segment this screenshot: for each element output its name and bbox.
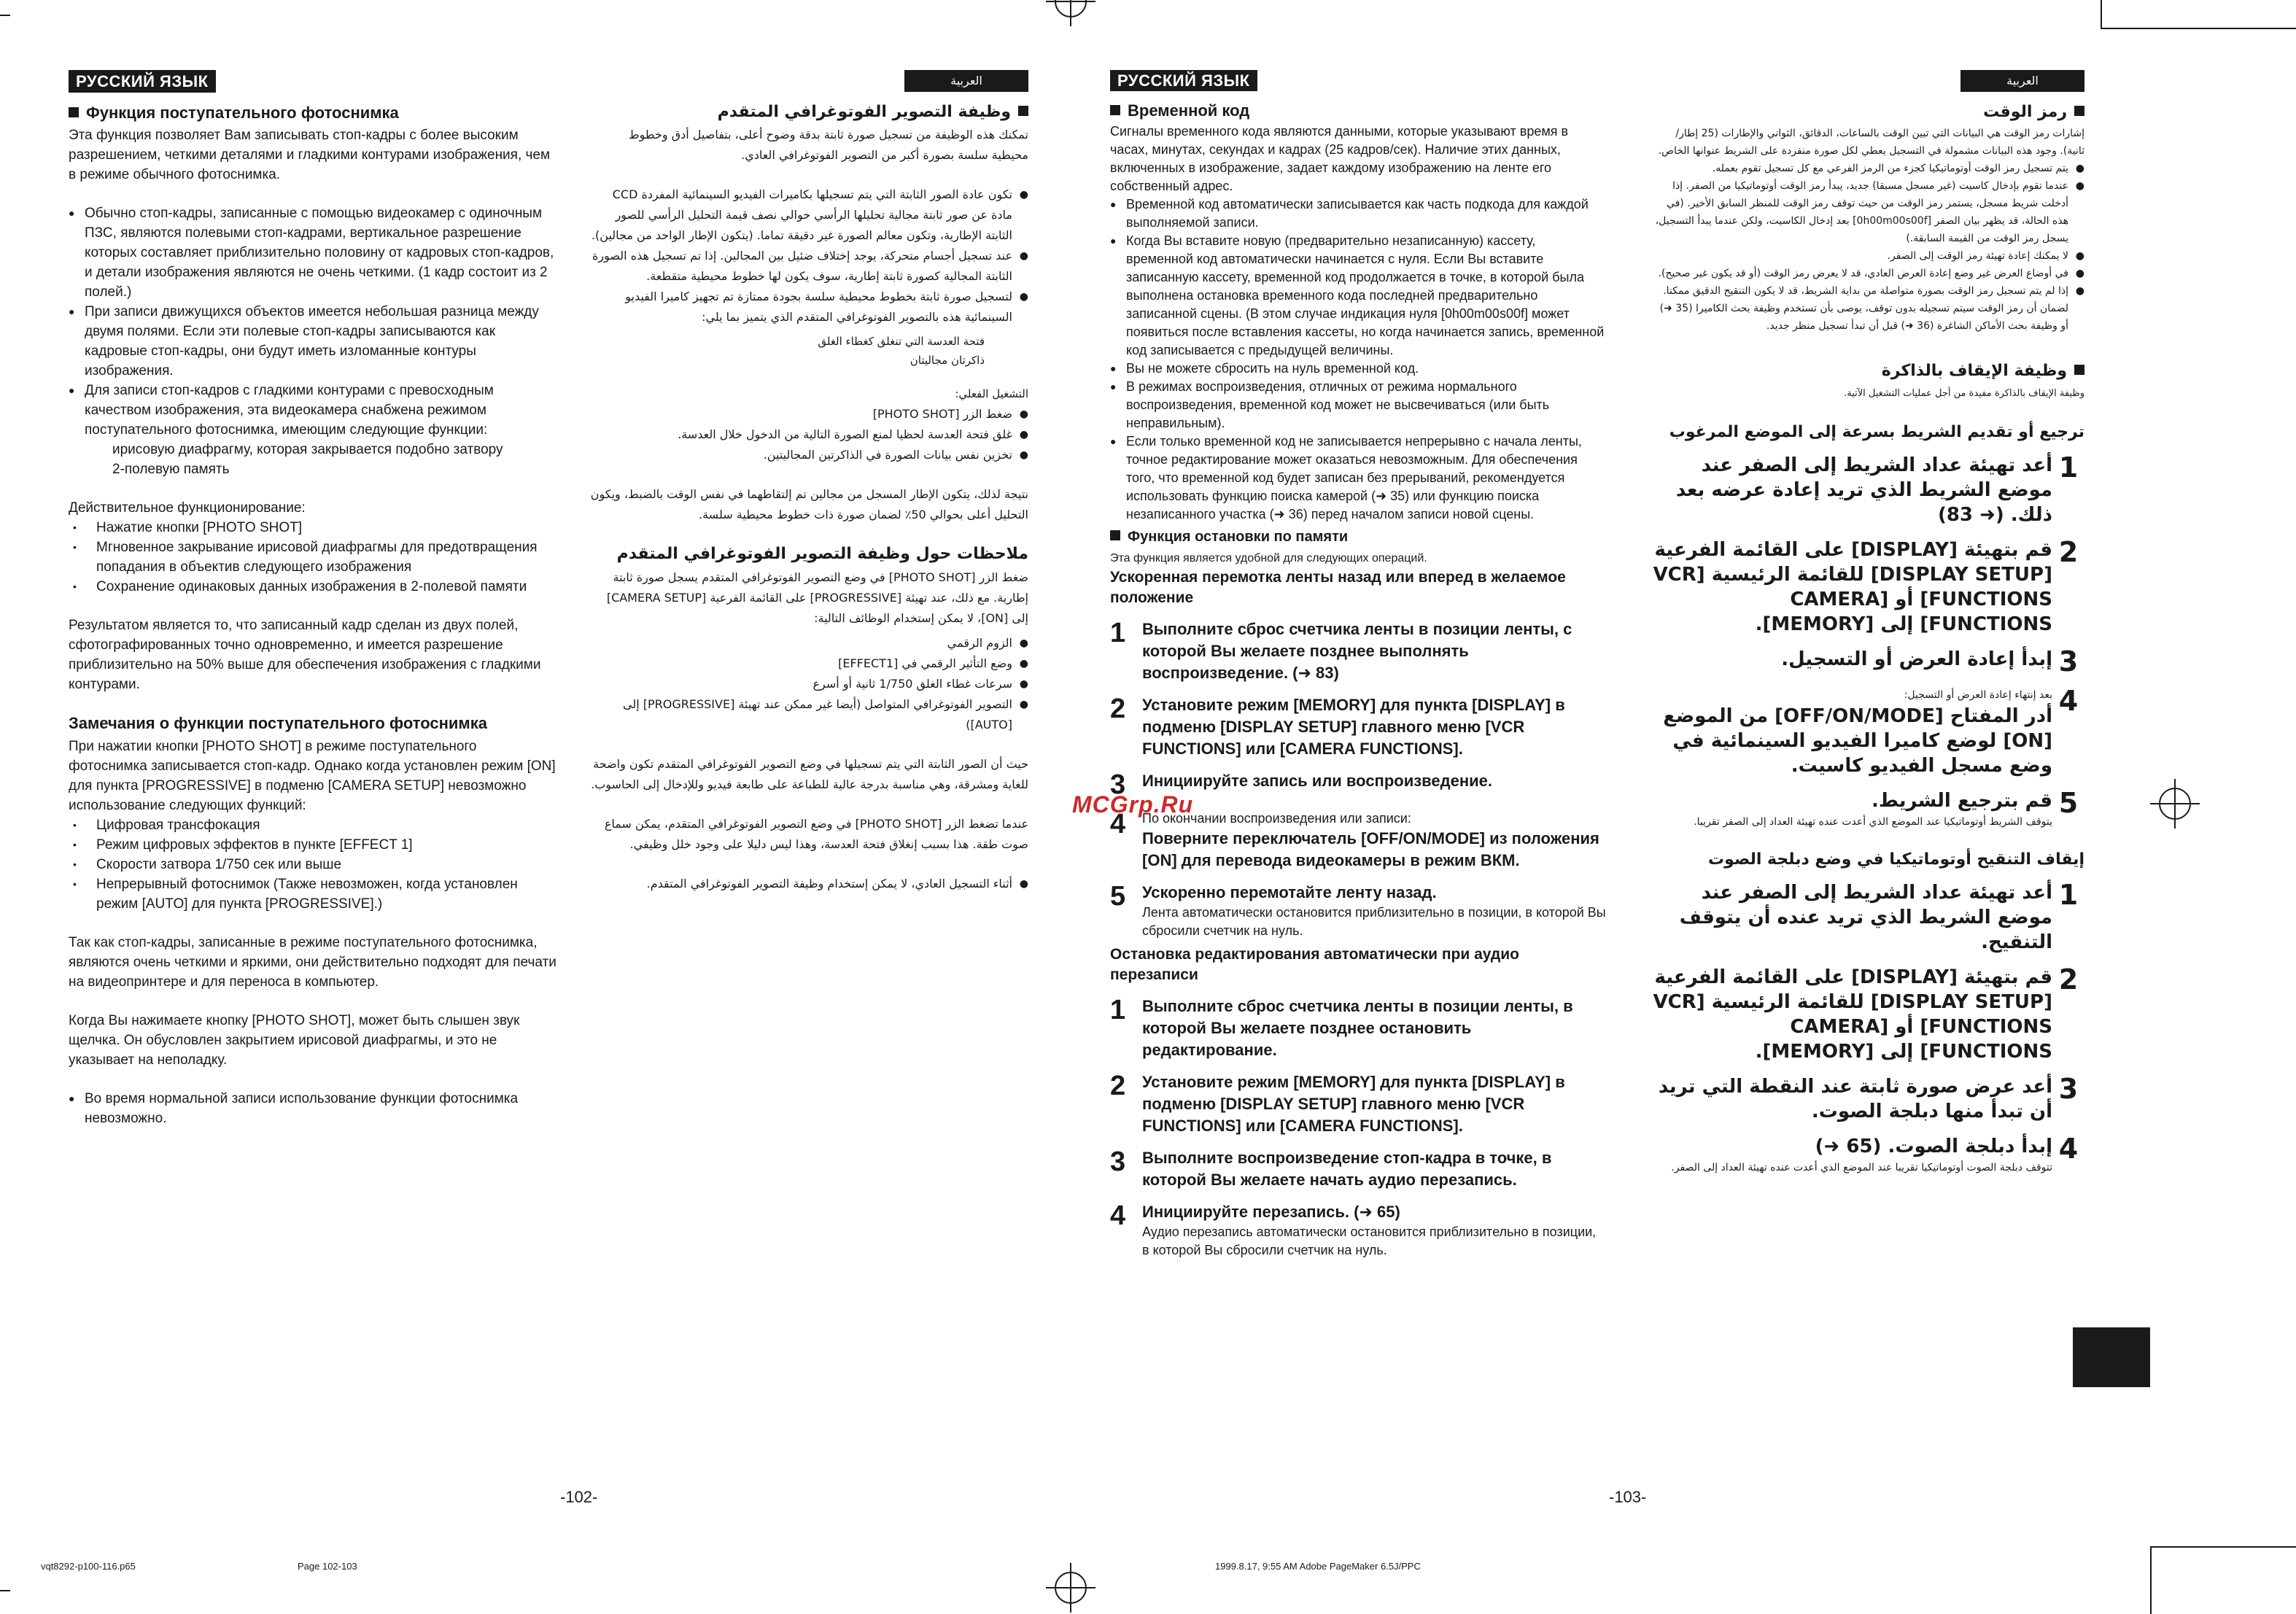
list-item: • Непрерывный фотоснимок (Также невозможен, когда установлен режим [AUTO] для пункта [PROGRESSIVE].) xyxy=(69,874,559,914)
list-item: ● Если только временной код не записывается непрерывно с начала ленты, точное редактирование может оказаться невозможным. Для обеспечения того, что временной код будет записан без прерываний, рекомендуется использовать функцию поиска камерой (➜ 35) или функцию поиска незаписанного участка (➜ 36) перед началом записи новой сцены. xyxy=(1110,432,1606,524)
click-paragraph: عندما تضغط الزر [PHOTO SHOT] في وضع التصوير الفوتوغرافي المتقدم، يمكن سماع صوت طقة. هذا بسبب إنغلاق فتحة العدسة، وهذا ليس دليلا على وجود خلل وظيفي. xyxy=(604,817,1028,851)
memory-title: Функция остановки по памяти xyxy=(1110,528,1606,546)
crop-mark xyxy=(0,1590,10,1591)
square-bullet-icon xyxy=(1018,106,1028,116)
operation-title: التشغيل الفعلي: xyxy=(955,387,1028,400)
intro-paragraph: تمكنك هذه الوظيفة من تسجيل صورة ثابتة بدقة وضوح أعلى، بتفاصيل أدق وخطوط محيطية سلسة بصورة أكبر من التصوير الفوتوغرافي العادي. xyxy=(628,128,1028,162)
dubbing-title: إيقاف التنقيح أوتوماتيكيا في وضع دبلجة الصوت xyxy=(1707,850,2084,869)
language-tag: РУССКИЙ ЯЗЫК xyxy=(1110,70,1257,91)
section-title: Временной код xyxy=(1110,101,1606,120)
list-item: ● تكون عادة الصور الثابتة التي يتم تسجيلها بكاميرات الفيديو السينمائية المفردة CCD مادة عن صور ثابتة مجالية تحليلها الرأسي حوالي نصف قيمة التحليل الرأسي للصور الثابتة الإطارية، وتكون معالم الصورة غير دقيقة تماما. (يتكون الإطار الواحد من مجالين). xyxy=(589,185,1028,246)
step: 3 Выполните воспроизведение стоп-кадра в точке, в которой Вы желаете начать аудио перезапись. xyxy=(1110,1147,1552,1189)
list-item: ● يتم تسجيل رمز الوقت أوتوماتيكيا كجزء من الرمز الفرعي مع كل تسجيل تقوم بعمله. xyxy=(1653,160,2084,177)
left-arabic-column xyxy=(589,70,1028,913)
list-item: ● Для записи стоп-кадров с гладкими контурами с превосходным качеством изображения, эта видеокамера снабжена режимом поступательного фотоснимка, имеющим следующие функции: xyxy=(69,381,559,440)
list-item: ● سرعات غطاء الغلق 1/750 ثانية أو أسرع xyxy=(589,674,1028,694)
step: 1 أعد تهيئة عداد الشريط إلى الصفر عند موضع الشريط الذي تريد عنده أن يتوقف التنقيح. xyxy=(1679,879,2079,953)
bullet-list xyxy=(69,203,559,440)
section-index-tab xyxy=(2073,1327,2150,1387)
list-item: • Сохранение одинаковых данных изображения в 2-полевой памяти xyxy=(69,577,559,597)
crop-mark xyxy=(2150,1546,2152,1614)
operation-list xyxy=(589,404,1028,465)
memory-intro: Эта функция является удобной для следующих операций. xyxy=(1110,552,1427,564)
square-bullet-icon xyxy=(1110,105,1120,115)
list-item: ● إذا لم يتم تسجيل رمز الوقت بصورة متواصلة من بداية الشريط، قد لا يكون التنقيح الدقيق ممكنا. لضمان أن رمز الوقت سيتم تسجيله بدون توقف، يوصى بأن تستخدم وظيفة بحث الكاميرا (35 ➜) أو وظيفة بحث الأماكن الشاغرة (36 ➜) قبل أن تبدأ تسجيل منظر جديد. xyxy=(1653,282,2084,335)
step: 3 أعد عرض صورة ثابتة عند النقطة التي تريد أن تبدأ منها دبلجة الصوت. xyxy=(1658,1073,2079,1122)
result-paragraph: نتيجة لذلك، يتكون الإطار المسجل من مجالين تم إلتقاطهما في نفس الوقت بالضبط، ويكون التحليل أعلى بحوالي 50٪ لضمان صورة ذات خطوط محيطية سلسة. xyxy=(590,487,1028,521)
crop-mark xyxy=(2101,28,2296,29)
page-number-right: -103- xyxy=(1609,1488,1647,1506)
list-item: ● التصوير الفوتوغرافي المتواصل (أيضا غير ممكن عند تهيئة [PROGRESSIVE] إلى [AUTO]) xyxy=(589,694,1028,735)
memory-intro: وظيفة الإيقاف بالذاكرة مفيدة من أجل عمليات التشغيل الآتية. xyxy=(1844,388,2084,399)
list-item: • Скорости затвора 1/750 сек или выше xyxy=(69,855,559,874)
intro-paragraph: Сигналы временного кода являются данными, которые указывают время в часах, минутах, секундах и кадрах (25 кадров/сек). Наличие этих данных, включенных в изображение, задает каждому изображению на ленте его собственный адрес. xyxy=(1110,124,1569,193)
list-item: ● Временной код автоматически записывается как часть подкода для каждой выполняемой записи. xyxy=(1110,195,1606,232)
square-bullet-icon xyxy=(69,107,79,117)
disabled-functions-list xyxy=(589,633,1028,735)
list-item: ● وضع التأثير الرقمي في [EFFECT1] xyxy=(589,653,1028,674)
section-title: رمز الوقت xyxy=(1653,102,2084,122)
step: 3 إبدأ إعادة العرض أو التسجيل. xyxy=(1781,645,2079,678)
square-bullet-icon xyxy=(2074,365,2084,375)
notes-title: Замечания о функции поступательного фотоснимка xyxy=(69,714,487,732)
intro-paragraph: إشارات رمز الوقت هي البيانات التي تبين الوقت بالساعات، الدقائق، الثواني والإطارات (25 إطار/ثانية). وجود هذه البيانات مشمولة في التسجيل يعطي لكل صورة منفردة على الشريط عنوانها الخاص. xyxy=(1658,128,2084,157)
list-item: ● عند تسجيل أجسام متحركة، يوجد إختلاف ضئيل بين المجالين. إذا تم تسجيل هذه الصورة الثابتة المجالية كصورة ثابتة إطارية، سوف يكون لها خطوط محيطية متقطعة. xyxy=(589,246,1028,287)
list-item: ● في أوضاع العرض غير وضع إعادة العرض العادي، قد لا يعرض رمز الوقت (أو قد يكون غير صحيح). xyxy=(1653,265,2084,282)
page-number-left: -102- xyxy=(560,1488,598,1506)
operation-list xyxy=(69,518,559,597)
list-item: ● Когда Вы вставите новую (предварительно незаписанную) кассету, временной код автоматически начинается с нуля. Если Вы вставите записанную кассету, временной код продолжается в точке, в которой была выполнена остановка временного кода последней предварительно записанной сцены. (В этом случае индикация нуля [0h00m00s00f] может появиться после вставления кассеты, но когда начинается запись, временной код записывается с предыдущей величины. xyxy=(1110,232,1606,360)
step: 5 قم بترجيع الشريط. يتوقف الشريط أوتوماتيكيا عند الموضع الذي أعدت عنده تهيئة العداد إلى الصفر تقريبا. xyxy=(1694,787,2079,828)
watermark: MCGrp.Ru xyxy=(1072,791,1194,818)
square-bullet-icon xyxy=(1110,530,1120,540)
bullet-list xyxy=(589,874,1028,894)
step: 4 بعد إنتهاء إعادة العرض أو التسجيل: أدر المفتاح [OFF/ON/MODE] من الموضع [ON] لوضع كاميرا الفيديو السينمائية في وضع مسجل الفيديو كاسيت. xyxy=(1663,685,2079,777)
bullet-list xyxy=(1110,195,1606,524)
rewind-title: Ускоренная перемотка ленты назад или вперед в желаемое положение xyxy=(1110,569,1566,606)
bullet-list xyxy=(1653,160,2084,335)
list-item: ● При записи движущихся объектов имеется небольшая разница между двумя полями. Если эти полевые стоп-кадры записываются как кадровые стоп-кадры, они будут иметь изломанные контуры изображения. xyxy=(69,302,559,381)
step: 2 قم بتهيئة [DISPLAY] على القائمة الفرعية [DISPLAY SETUP] للقائمة الرئيسية [VCR FUNCTIONS] أو [CAMERA FUNCTIONS] إلى [MEMORY]. xyxy=(1653,536,2079,635)
memory-title: وظيفة الإيقاف بالذاكرة xyxy=(1653,361,2084,381)
square-bullet-icon xyxy=(2074,106,2084,116)
notes-intro: При нажатии кнопки [PHOTO SHOT] в режиме поступательного фотоснимка записывается стоп-кадр. Однако когда установлен режим [ON] для пункта [PROGRESSIVE] в подменю [CAMERA SETUP] невозможно использование следующих функций: xyxy=(69,739,556,813)
list-item: ● أثناء التسجيل العادي، لا يمكن إستخدام وظيفة التصوير الفوتوغرافي المتقدم. xyxy=(589,874,1028,894)
list-item: ● ضغط الزر [PHOTO SHOT] xyxy=(589,404,1028,424)
result-paragraph: Результатом является то, что записанный кадр сделан из двух полей, сфотографированных точно одновременно, и имеется разрешение приблизительно на 50% выше для обеспечения изображения с гладкими контурами. xyxy=(69,618,541,692)
language-tag: العربية xyxy=(1960,70,2084,92)
intro-paragraph: Эта функция позволяет Вам записывать стоп-кадры с более высоким разрешением, четкими деталями и гладкими контурами изображения, чем в режиме обычного фотоснимка. xyxy=(69,128,551,182)
language-tag: РУССКИЙ ЯЗЫК xyxy=(69,70,216,93)
footer-date: 1999.8.17, 9:55 AM Adobe PageMaker 6.5J/PPC xyxy=(1215,1561,1421,1572)
step: 4 إبدأ دبلجة الصوت. (65 ➜) تتوقف دبلجة الصوت أوتوماتيكيا تقريبا عند الموضع الذي أعدت عنده تهيئة العداد إلى الصفر. xyxy=(1671,1133,2079,1173)
notes-intro: ضغط الزر [PHOTO SHOT] في وضع التصوير الفوتوغرافي المتقدم يسجل صورة ثابتة إطارية. مع ذلك، عند تهيئة [PROGRESSIVE] على القائمة الفرعية [CAMERA SETUP] إلى [ON]، لا يمكن إستخدام الوظائف التالية: xyxy=(606,570,1028,625)
step: 4 По окончании воспроизведения или записи: Поверните переключатель [OFF/ON/MODE] из положения [ON] для перевода видеокамеры в режим ВКМ. xyxy=(1110,809,1599,869)
right-arabic-column xyxy=(1653,70,2084,1176)
left-russian-column xyxy=(69,70,559,1147)
list-item: ● عندما تقوم بإدخال كاسيت (غير مسجل مسبقا) جديد، يبدأ رمز الوقت أوتوماتيكيا من الصفر. إذا أدخلت شريط مسجل، يستمر رمز الوقت من حيث توقف رمز الوقت للمنظر السابق الأخير. (في هذه الحالة، قد يظهر بيان الصفر [0h00m00s00f] بعد إدخال الكاسيت، ولكن عندما يبدأ التسجيل، يسجل رمز الوقت من القيمة السابقة.) xyxy=(1653,177,2084,247)
right-russian-column xyxy=(1110,70,1606,1260)
function-item: ذاكرتان مجاليتان xyxy=(910,354,985,367)
step: 5 Ускоренно перемотайте ленту назад. Лента автоматически остановится приблизительно в позиции, в которой Вы сбросили счетчик на нуль. xyxy=(1110,881,1606,938)
step: 2 Установите режим [MEMORY] для пункта [DISPLAY] в подменю [DISPLAY SETUP] главного меню [VCR FUNCTIONS] или [CAMERA FUNCTIONS]. xyxy=(1110,1071,1565,1135)
list-item: ● В режимах воспроизведения, отличных от режима нормального воспроизведения, временной код может не высвечиваться (или быть неправильным). xyxy=(1110,378,1606,432)
list-item: ● لا يمكنك إعادة تهيئة رمز الوقت إلى الصفر. xyxy=(1653,247,2084,265)
language-tag: العربية xyxy=(904,70,1028,92)
function-item: 2-полевую память xyxy=(112,462,230,477)
list-item: ● Во время нормальной записи использование функции фотоснимка невозможно. xyxy=(69,1089,559,1128)
registration-mark-icon xyxy=(2159,788,2191,820)
rewind-title: ترجيع أو تقديم الشريط بسرعة إلى الموضع المرغوب xyxy=(1669,423,2084,441)
function-item: فتحة العدسة التي تنغلق كغطاء الغلق xyxy=(818,335,985,348)
print-paragraph: Так как стоп-кадры, записанные в режиме поступательного фотоснимка, являются очень четкими и яркими, они действительно подходят для печати на видеопринтере и для переноса в компьютер. xyxy=(69,935,556,990)
step: 4 Инициируйте перезапись. (➜ 65) Аудио перезапись автоматически остановится приблизительно в позиции, в которой Вы сбросили счетчик на нуль. xyxy=(1110,1200,1597,1257)
crop-mark xyxy=(0,15,10,16)
step: 2 قم بتهيئة [DISPLAY] على القائمة الفرعية [DISPLAY SETUP] للقائمة الرئيسية [VCR FUNCTIONS] أو [CAMERA FUNCTIONS] إلى [MEMORY]. xyxy=(1653,963,2079,1063)
step: 3 Инициируйте запись или воспроизведение. xyxy=(1110,769,1493,800)
registration-mark-icon xyxy=(1055,0,1087,18)
print-paragraph: حيث أن الصور الثابتة التي يتم تسجيلها في وضع التصوير الفوتوغرافي المتقدم تكون واضحة للغاية ومشرقة، وهي مناسبة بدرجة عالية للطباعة على طابعة فيديو وللإدخال إلى الحاسوب. xyxy=(591,757,1028,791)
bullet-list xyxy=(69,1089,559,1128)
step: 1 Выполните сброс счетчика ленты в позиции ленты, с которой Вы желаете позднее выполнять воспроизведение. (➜ 83) xyxy=(1110,618,1572,682)
crop-mark xyxy=(2150,1546,2296,1548)
list-item: ● Вы не можете сбросить на нуль временной код. xyxy=(1110,360,1606,378)
step: 2 Установите режим [MEMORY] для пункта [DISPLAY] в подменю [DISPLAY SETUP] главного меню [VCR FUNCTIONS] или [CAMERA FUNCTIONS]. xyxy=(1110,694,1565,758)
footer-file: vqt8292-p100-116.p65 xyxy=(41,1561,136,1572)
list-item: ● تخزين نفس بيانات الصورة في الذاكرتين المجاليتين. xyxy=(589,445,1028,465)
section-title: Функция поступательного фотоснимка xyxy=(69,103,559,123)
click-paragraph: Когда Вы нажимаете кнопку [PHOTO SHOT], может быть слышен звук щелчка. Он обусловлен закрытием ирисовой диафрагмы, и это не указывает на неполадку. xyxy=(69,1013,520,1068)
function-item: ирисовую диафрагму, которая закрывается подобно затвору xyxy=(112,442,503,457)
step: 1 أعد تهيئة عداد الشريط إلى الصفر عند موضع الشريط الذي تريد إعادة عرضه بعد ذلك. (➜ 83) xyxy=(1675,451,2079,526)
step: 1 Выполните сброс счетчика ленты в позиции ленты, в которой Вы желаете позднее остановить редактирование. xyxy=(1110,995,1573,1059)
list-item: ● غلق فتحة العدسة لحظيا لمنع الصورة التالية من الدخول خلال العدسة. xyxy=(589,424,1028,445)
list-item: ● الزوم الرقمي xyxy=(589,633,1028,653)
bullet-list xyxy=(589,185,1028,327)
notes-title: ملاحظات حول وظيفة التصوير الفوتوغرافي المتقدم xyxy=(616,545,1028,563)
footer-page: Page 102-103 xyxy=(298,1561,357,1572)
operation-title: Действительное функционирование: xyxy=(69,500,306,516)
list-item: • Режим цифровых эффектов в пункте [EFFECT 1] xyxy=(69,835,559,855)
disabled-functions-list xyxy=(69,815,559,914)
dubbing-title: Остановка редактирования автоматически при аудио перезаписи xyxy=(1110,946,1519,983)
crop-mark xyxy=(2101,0,2102,29)
list-item: ● لتسجيل صورة ثابتة بخطوط محيطية سلسة بجودة ممتازة تم تجهيز كاميرا الفيديو السينمائية هذه بالتصوير الفوتوغرافي المتقدم الذي يتميز بما يلي: xyxy=(589,287,1028,327)
registration-mark-icon xyxy=(1055,1572,1087,1604)
list-item: • Мгновенное закрывание ирисовой диафрагмы для предотвращения попадания в объектив следующего изображения xyxy=(69,538,559,577)
section-title: وظيفة التصوير الفوتوغرافي المتقدم xyxy=(589,102,1028,122)
list-item: • Цифровая трансфокация xyxy=(69,815,559,835)
list-item: ● Обычно стоп-кадры, записанные с помощью видеокамер с одиночным ПЗС, являются полевыми стоп-кадрами, вертикальное разрешение которых составляет приблизительно половину от кадровых стоп-кадров, и детали изображения являются не очень четкими. (1 кадр состоит из 2 полей.) xyxy=(69,203,559,302)
list-item: • Нажатие кнопки [PHOTO SHOT] xyxy=(69,518,559,538)
